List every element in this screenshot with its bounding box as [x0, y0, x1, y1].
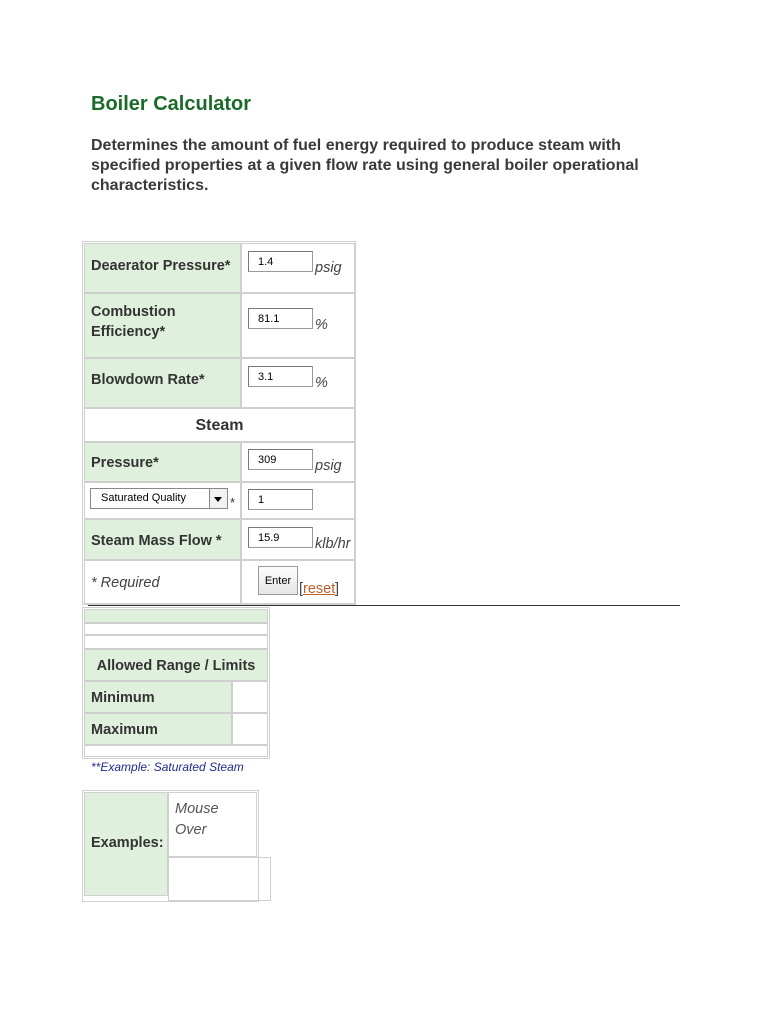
reset-bracket-close: ] — [335, 581, 340, 597]
steam-property-required-mark: * — [230, 495, 236, 510]
blowdown-rate-unit: % — [315, 375, 328, 391]
steam-section-header: Steam — [195, 417, 244, 434]
steam-mass-flow-label: Steam Mass Flow * — [91, 533, 222, 549]
maximum-value-cell — [232, 713, 268, 745]
steam-mass-flow-unit: klb/hr — [315, 536, 351, 552]
enter-button[interactable]: Enter — [258, 566, 298, 595]
combustion-efficiency-input[interactable] — [248, 308, 313, 329]
steam-property-selected: Saturated Quality — [101, 492, 186, 504]
limits-spacer-bottom — [84, 745, 268, 757]
steam-section-header-cell — [84, 408, 355, 442]
examples-hint-cell[interactable] — [168, 792, 257, 857]
minimum-label: Minimum — [91, 690, 155, 706]
examples-output-cell — [168, 857, 271, 901]
limits-spacer-1 — [84, 623, 268, 635]
steam-pressure-label: Pressure* — [91, 455, 159, 471]
blowdown-rate-label: Blowdown Rate* — [91, 372, 205, 388]
required-note: * Required — [91, 575, 160, 591]
steam-pressure-unit: psig — [315, 458, 342, 474]
limits-header-cell — [84, 649, 268, 681]
chevron-down-icon[interactable] — [209, 489, 227, 508]
horizontal-divider — [88, 605, 680, 606]
limits-spacer-2 — [84, 635, 268, 649]
minimum-value-cell — [232, 681, 268, 713]
examples-hint-line2: Over — [175, 822, 207, 838]
limits-spacer-green — [84, 609, 268, 623]
examples-label: Examples: — [91, 835, 164, 851]
combustion-efficiency-label-line2: Efficiency* — [91, 324, 166, 340]
reset-link[interactable]: reset — [303, 581, 336, 597]
page-title: Boiler Calculator — [91, 93, 252, 115]
limits-header: Allowed Range / Limits — [96, 658, 256, 674]
combustion-efficiency-label-cell — [84, 293, 241, 358]
minimum-label-cell — [84, 681, 232, 713]
blowdown-rate-input[interactable] — [248, 366, 313, 387]
deaerator-pressure-input[interactable] — [248, 251, 313, 272]
steam-property-value-input[interactable] — [248, 489, 313, 510]
maximum-label: Maximum — [91, 722, 158, 738]
examples-hint-line1: Mouse — [175, 801, 219, 817]
required-note-cell — [84, 560, 241, 604]
maximum-label-cell — [84, 713, 232, 745]
deaerator-pressure-label-cell — [84, 243, 241, 293]
example-note: **Example: Saturated Steam — [91, 760, 244, 774]
deaerator-pressure-unit: psig — [315, 260, 342, 276]
steam-mass-flow-label-cell — [84, 519, 241, 560]
deaerator-pressure-label: Deaerator Pressure* — [91, 258, 231, 274]
combustion-efficiency-unit: % — [315, 317, 328, 333]
examples-output-divider — [258, 857, 259, 901]
examples-label-cell — [84, 792, 168, 896]
steam-pressure-input[interactable] — [248, 449, 313, 470]
steam-mass-flow-input[interactable] — [248, 527, 313, 548]
combustion-efficiency-label-line1: Combustion — [91, 304, 176, 320]
steam-property-select[interactable] — [90, 488, 228, 509]
blowdown-rate-label-cell — [84, 358, 241, 408]
steam-pressure-label-cell — [84, 442, 241, 482]
page-description: Determines the amount of fuel energy required to produce steam with specified properties at a given flow rate using general boiler operational characteristics. — [91, 137, 639, 194]
reset-bracket-open: [ — [299, 581, 304, 597]
